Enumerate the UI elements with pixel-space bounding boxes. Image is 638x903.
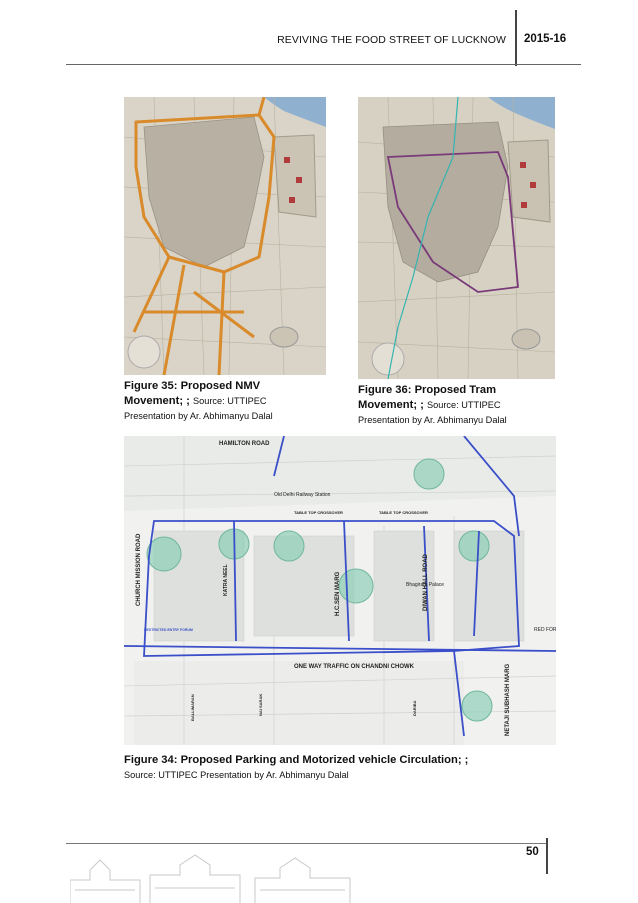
map-label-restricted: RESTRICTED ENTRY FORUM <box>144 628 193 632</box>
page-number: 50 <box>526 846 539 858</box>
map-label-one-way: ONE WAY TRAFFIC ON CHANDNI CHOWK <box>294 664 414 670</box>
map-label-hc-sen: H.C.SEN MARG <box>335 571 341 616</box>
map-label-hamilton: HAMILTON ROAD <box>219 441 270 447</box>
figure-36-source-cont: Presentation by Ar. Abhimanyu Dalal <box>358 415 507 425</box>
map-label-bhagirath: Bhagirath Palace <box>406 582 445 588</box>
map-label-tabletop-1: TABLE TOP CROSSOVER <box>294 510 343 515</box>
figure-35-source-cont: Presentation by Ar. Abhimanyu Dalal <box>124 411 273 421</box>
footer-monument-illustration <box>70 850 370 903</box>
map-label-church-mission: CHURCH MISSION ROAD <box>136 533 142 606</box>
circulation-map-figure <box>124 436 556 745</box>
map-label-dariba: DARIBA <box>412 700 417 716</box>
map-label-katra-neel: KATRA NEEL <box>223 564 229 596</box>
figure-36-source: Source: UTTIPEC <box>427 400 501 410</box>
map-label-diwan-hall: DIWAN HALL ROAD <box>423 554 429 611</box>
header-divider <box>515 10 517 66</box>
footer-divider <box>546 838 548 874</box>
header-rule <box>66 64 581 65</box>
map-label-red-fort: RED FOR <box>534 627 556 633</box>
figure-35-caption <box>124 379 334 424</box>
nmv-map-figure <box>124 97 326 375</box>
header-year: 2015-16 <box>524 33 567 45</box>
header-title: REVIVING THE FOOD STREET OF LUCKNOW <box>277 34 506 46</box>
tram-map-figure <box>358 97 555 379</box>
figure-35-title-cont: Movement; ; <box>124 395 190 407</box>
figure-35-title: Figure 35: Proposed NMV <box>124 380 261 392</box>
map-label-station: Old Delhi Railway Station <box>274 492 331 498</box>
figure-36-title-cont: Movement; ; <box>358 399 424 411</box>
footer-rule <box>66 843 547 844</box>
figure-34-source: Source: UTTIPEC Presentation by Ar. Abhimanyu Dalal <box>124 770 349 780</box>
map-label-ballimaran: BALLIMARAN <box>190 694 195 721</box>
figure-36-caption <box>358 383 568 428</box>
map-label-nai-sarak: NAI SARAK <box>258 693 263 716</box>
figure-34-caption <box>124 753 564 783</box>
figure-34-title: Figure 34: Proposed Parking and Motorized vehicle Circulation; ; <box>124 754 469 766</box>
map-label-netaji: NETAJI SUBHASH MARG <box>505 663 511 736</box>
figure-36-title: Figure 36: Proposed Tram <box>358 384 497 396</box>
figure-35-source: Source: UTTIPEC <box>193 396 267 406</box>
map-label-tabletop-2: TABLE TOP CROSSOVER <box>379 510 428 515</box>
